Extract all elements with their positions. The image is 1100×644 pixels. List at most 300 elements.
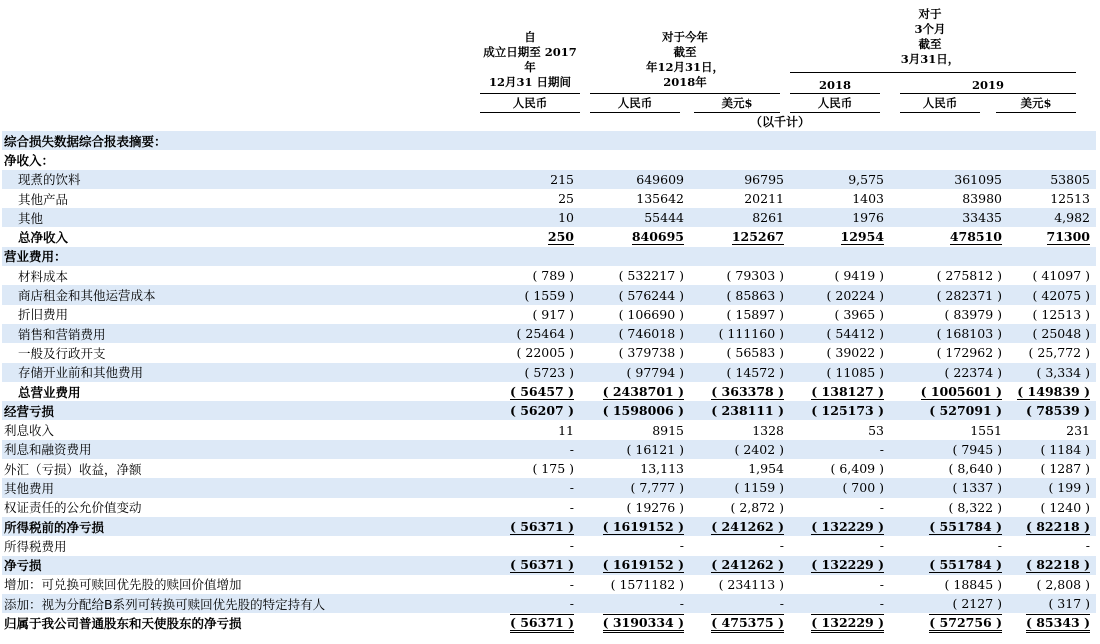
value-text: ( 532217 ) bbox=[618, 268, 684, 284]
header-rule bbox=[900, 93, 1076, 94]
header-line: 对于今年 bbox=[662, 30, 708, 44]
value-text: ( 56371 ) bbox=[510, 614, 574, 633]
cell-value bbox=[790, 227, 890, 246]
value-text: ( 19276 ) bbox=[626, 499, 684, 515]
value-text: ( 82218 ) bbox=[1025, 518, 1090, 534]
value-text: ( 282371 ) bbox=[936, 287, 1002, 303]
cell-value bbox=[580, 613, 690, 632]
cell-value bbox=[690, 131, 790, 150]
cell-value bbox=[790, 556, 890, 575]
value-text: ( 2438701 ) bbox=[602, 383, 684, 399]
value-text: ( 25464 ) bbox=[516, 326, 574, 342]
cell-value bbox=[690, 150, 790, 169]
cell-value bbox=[790, 266, 890, 285]
cell-value bbox=[890, 150, 1008, 169]
value-text: ( 168103 ) bbox=[936, 326, 1002, 342]
value-text: ( 12513 ) bbox=[1032, 306, 1090, 322]
cell-value bbox=[790, 324, 890, 343]
value-text: ( 79303 ) bbox=[726, 268, 784, 284]
cell-value bbox=[790, 498, 890, 517]
cell-value bbox=[580, 131, 690, 150]
cell-value bbox=[890, 613, 1008, 632]
cell-value bbox=[890, 556, 1008, 575]
value-text: 840695 bbox=[631, 229, 684, 245]
value-text: ( 2402 ) bbox=[734, 441, 784, 457]
cell-value bbox=[480, 363, 580, 382]
value-text: ( 11085 ) bbox=[826, 364, 884, 380]
value-text: 250 bbox=[547, 229, 574, 245]
value-text: ( 82218 ) bbox=[1025, 557, 1090, 573]
cell-value bbox=[790, 575, 890, 594]
value-text: ( 22005 ) bbox=[516, 345, 574, 361]
cell-value bbox=[1008, 324, 1096, 343]
value-text: - bbox=[879, 576, 884, 592]
header-line: 3月31日， bbox=[900, 52, 960, 66]
cell-value bbox=[480, 498, 580, 517]
table-row bbox=[2, 517, 1096, 536]
value-text: ( 138127 ) bbox=[811, 383, 884, 399]
value-text: ( 132229 ) bbox=[811, 614, 884, 633]
table-row bbox=[2, 324, 1096, 343]
value-text: ( 14572 ) bbox=[726, 364, 784, 380]
value-text: ( 3190334 ) bbox=[603, 614, 684, 633]
cell-value bbox=[790, 305, 890, 324]
value-text: ( 172962 ) bbox=[936, 345, 1002, 361]
value-text: ( 1337 ) bbox=[952, 480, 1002, 496]
value-text: ( 25,772 ) bbox=[1028, 345, 1090, 361]
cell-value bbox=[580, 382, 690, 401]
cell-value bbox=[1008, 575, 1096, 594]
cell-value bbox=[690, 170, 790, 189]
value-text: 96795 bbox=[744, 171, 784, 187]
currency-label: 人民币 bbox=[617, 96, 653, 110]
table-row bbox=[2, 536, 1096, 555]
value-text: 25 bbox=[558, 191, 574, 207]
header-rule bbox=[790, 72, 1076, 73]
value-text: 231 bbox=[1066, 422, 1090, 438]
value-text: 55444 bbox=[644, 210, 684, 226]
value-text: ( 41097 ) bbox=[1032, 268, 1090, 284]
value-text: ( 111160 ) bbox=[718, 326, 784, 342]
row-label: 增加：可兑换可赎回优先股的赎回价值增加 bbox=[4, 577, 242, 593]
value-text: 10 bbox=[558, 210, 574, 226]
currency-rule bbox=[590, 112, 680, 113]
cell-value bbox=[790, 594, 890, 613]
cell-value bbox=[1008, 305, 1096, 324]
table-row bbox=[2, 594, 1096, 613]
cell-value bbox=[890, 208, 1008, 227]
cell-value bbox=[1008, 285, 1096, 304]
value-text: ( 42075 ) bbox=[1032, 287, 1090, 303]
cell-value bbox=[690, 324, 790, 343]
cell-value bbox=[1008, 227, 1096, 246]
cell-value bbox=[690, 363, 790, 382]
cell-value bbox=[480, 536, 580, 555]
value-text: ( 363378 ) bbox=[711, 383, 784, 399]
table-row bbox=[2, 343, 1096, 362]
cell-value bbox=[1008, 208, 1096, 227]
table-row bbox=[2, 150, 1096, 169]
cell-value bbox=[480, 440, 580, 459]
value-text: - bbox=[569, 480, 574, 496]
value-text: ( 9419 ) bbox=[834, 268, 884, 284]
table-row bbox=[2, 363, 1096, 382]
value-text: ( 5723 ) bbox=[524, 364, 574, 380]
value-text: - bbox=[569, 441, 574, 457]
cell-value bbox=[790, 401, 890, 420]
value-text: ( 22374 ) bbox=[944, 364, 1002, 380]
cell-value bbox=[890, 189, 1008, 208]
cell-value bbox=[790, 170, 890, 189]
value-text: 9,575 bbox=[848, 171, 884, 187]
income-statement-table bbox=[2, 131, 1096, 633]
header-line: 成立日期至 2017 bbox=[483, 45, 577, 59]
cell-value bbox=[1008, 266, 1096, 285]
value-text: ( 1287 ) bbox=[1040, 461, 1090, 477]
value-text: 12954 bbox=[840, 229, 884, 245]
value-text: - bbox=[569, 596, 574, 612]
table-row bbox=[2, 613, 1096, 632]
cell-value bbox=[690, 266, 790, 285]
cell-value bbox=[1008, 594, 1096, 613]
value-text: 8261 bbox=[752, 210, 784, 226]
cell-value bbox=[690, 401, 790, 420]
cell-value bbox=[690, 517, 790, 536]
cell-value bbox=[690, 556, 790, 575]
cell-value bbox=[790, 440, 890, 459]
table-row bbox=[2, 556, 1096, 575]
table-row bbox=[2, 401, 1096, 420]
cell-value bbox=[1008, 343, 1096, 362]
currency-label: 美元$ bbox=[1020, 96, 1052, 110]
currency-label: 人民币 bbox=[922, 96, 958, 110]
value-text: ( 25048 ) bbox=[1032, 326, 1090, 342]
value-text: ( 18845 ) bbox=[944, 576, 1002, 592]
cell-value bbox=[790, 517, 890, 536]
value-text: 1,954 bbox=[748, 461, 784, 477]
value-text: ( 475375 ) bbox=[711, 614, 784, 633]
cell-value bbox=[890, 227, 1008, 246]
cell-value bbox=[690, 227, 790, 246]
value-text: ( 132229 ) bbox=[811, 557, 884, 573]
row-label: 销售和营销费用 bbox=[2, 324, 480, 343]
value-text: 361095 bbox=[954, 171, 1002, 187]
cell-value bbox=[480, 575, 580, 594]
value-text: ( 56583 ) bbox=[726, 345, 784, 361]
table-row bbox=[2, 459, 1096, 478]
cell-value bbox=[690, 420, 790, 439]
cell-value bbox=[790, 343, 890, 362]
cell-value bbox=[580, 575, 690, 594]
cell-value bbox=[890, 575, 1008, 594]
value-text: - bbox=[569, 538, 574, 554]
cell-value bbox=[1008, 420, 1096, 439]
cell-value bbox=[580, 170, 690, 189]
cell-value bbox=[890, 498, 1008, 517]
row-label: 权证责任的公允价值变动 bbox=[4, 500, 142, 516]
cell-value bbox=[690, 247, 790, 266]
table-row bbox=[2, 575, 1096, 594]
value-text: ( 789 ) bbox=[532, 268, 574, 284]
cell-value bbox=[790, 420, 890, 439]
cell-value bbox=[890, 247, 1008, 266]
row-label: 商店租金和其他运营成本 bbox=[2, 285, 480, 304]
header-line: 自 bbox=[524, 30, 536, 44]
currency-label: 人民币 bbox=[512, 96, 548, 110]
cell-value bbox=[580, 363, 690, 382]
currency-label: 美元$ bbox=[721, 96, 753, 110]
header-col-inception-2017 bbox=[470, 30, 590, 90]
value-text: ( 97794 ) bbox=[626, 364, 684, 380]
value-text: - bbox=[569, 576, 574, 592]
value-text: 1976 bbox=[852, 210, 884, 226]
value-text: - bbox=[997, 538, 1002, 554]
cell-value bbox=[1008, 556, 1096, 575]
value-text: - bbox=[879, 499, 884, 515]
value-text: - bbox=[1085, 538, 1090, 554]
table-row bbox=[2, 382, 1096, 401]
row-label: 外汇（亏损）收益，净额 bbox=[4, 461, 142, 477]
cell-value bbox=[580, 324, 690, 343]
value-text: ( 56207 ) bbox=[509, 403, 574, 419]
value-text: ( 1619152 ) bbox=[602, 518, 684, 534]
cell-value bbox=[480, 150, 580, 169]
value-text: ( 8,322 ) bbox=[948, 499, 1002, 515]
cell-value bbox=[480, 382, 580, 401]
row-label: 净收入： bbox=[4, 152, 55, 168]
cell-value bbox=[690, 343, 790, 362]
value-text: 71300 bbox=[1046, 229, 1090, 245]
row-label: 营业费用： bbox=[2, 247, 480, 266]
cell-value bbox=[690, 613, 790, 632]
cell-value bbox=[890, 536, 1008, 555]
value-text: - bbox=[879, 596, 884, 612]
table-row bbox=[2, 498, 1096, 517]
value-text: ( 576244 ) bbox=[618, 287, 684, 303]
cell-value bbox=[890, 382, 1008, 401]
value-text: 135642 bbox=[636, 191, 684, 207]
row-label: 所得税前的净亏损 bbox=[2, 517, 480, 536]
cell-value bbox=[890, 131, 1008, 150]
cell-value bbox=[1008, 517, 1096, 536]
value-text: ( 241262 ) bbox=[711, 557, 784, 573]
currency-rule bbox=[996, 112, 1076, 113]
value-text: ( 3965 ) bbox=[834, 306, 884, 322]
value-text: ( 7945 ) bbox=[952, 441, 1002, 457]
value-text: - bbox=[779, 596, 784, 612]
cell-value bbox=[1008, 150, 1096, 169]
row-label: 其他产品 bbox=[18, 191, 69, 207]
value-text: ( 1619152 ) bbox=[602, 557, 684, 573]
row-label: 现煮的饮料 bbox=[2, 170, 480, 189]
value-text: ( 83979 ) bbox=[944, 306, 1002, 322]
value-text: 20211 bbox=[744, 191, 784, 207]
value-text: ( 1571182 ) bbox=[610, 576, 684, 592]
table-row bbox=[2, 247, 1096, 266]
value-text: 83980 bbox=[962, 191, 1002, 207]
currency-rule bbox=[480, 112, 580, 113]
value-text: ( 572756 ) bbox=[929, 614, 1002, 633]
row-label: 所得税费用 bbox=[4, 538, 67, 554]
cell-value bbox=[580, 285, 690, 304]
cell-value bbox=[580, 189, 690, 208]
cell-value bbox=[690, 382, 790, 401]
cell-value bbox=[890, 478, 1008, 497]
row-label: 总净收入 bbox=[18, 230, 69, 246]
header-rule bbox=[790, 93, 880, 94]
header-line: 2018年 bbox=[663, 75, 707, 89]
value-text: ( 2,808 ) bbox=[1036, 576, 1090, 592]
value-text: ( 78539 ) bbox=[1025, 403, 1090, 419]
cell-value bbox=[580, 247, 690, 266]
table-row bbox=[2, 478, 1096, 497]
table-row bbox=[2, 305, 1096, 324]
value-text: ( 275812 ) bbox=[936, 268, 1002, 284]
header-rule bbox=[590, 93, 780, 94]
cell-value bbox=[890, 594, 1008, 613]
value-text: ( 2,872 ) bbox=[730, 499, 784, 515]
cell-value bbox=[480, 247, 580, 266]
table-row bbox=[2, 227, 1096, 246]
unit-note: （以千计） bbox=[749, 115, 810, 129]
value-text: ( 175 ) bbox=[532, 461, 574, 477]
cell-value bbox=[790, 382, 890, 401]
value-text: ( 2127 ) bbox=[952, 596, 1002, 612]
table-row bbox=[2, 266, 1096, 285]
cell-value bbox=[480, 189, 580, 208]
table-row bbox=[2, 189, 1096, 208]
cell-value bbox=[690, 478, 790, 497]
cell-value bbox=[690, 459, 790, 478]
value-text: ( 3,334 ) bbox=[1036, 364, 1090, 380]
cell-value bbox=[790, 536, 890, 555]
cell-value bbox=[480, 594, 580, 613]
cell-value bbox=[580, 266, 690, 285]
row-label: 存储开业前和其他费用 bbox=[2, 363, 480, 382]
value-text: ( 56371 ) bbox=[509, 557, 574, 573]
value-text: ( 551784 ) bbox=[929, 518, 1002, 534]
cell-value bbox=[1008, 189, 1096, 208]
value-text: ( 85863 ) bbox=[726, 287, 784, 303]
row-label: 添加：视为分配给B系列可转换可赎回优先股的特定持有人 bbox=[2, 594, 480, 613]
cell-value bbox=[580, 227, 690, 246]
row-label: 其他费用 bbox=[2, 478, 480, 497]
value-text: ( 238111 ) bbox=[711, 403, 784, 419]
cell-value bbox=[480, 227, 580, 246]
cell-value bbox=[690, 498, 790, 517]
value-text: ( 6,409 ) bbox=[830, 461, 884, 477]
value-text: 649609 bbox=[636, 171, 684, 187]
cell-value bbox=[890, 324, 1008, 343]
cell-value bbox=[1008, 478, 1096, 497]
value-text: 53805 bbox=[1050, 171, 1090, 187]
row-label: 材料成本 bbox=[18, 268, 69, 284]
value-text: ( 54412 ) bbox=[826, 326, 884, 342]
cell-value bbox=[480, 556, 580, 575]
cell-value bbox=[580, 401, 690, 420]
row-label: 归属于我公司普通股东和天使股东的净亏损 bbox=[4, 616, 242, 632]
row-label: 折旧费用 bbox=[18, 307, 69, 323]
cell-value bbox=[890, 285, 1008, 304]
cell-value bbox=[580, 420, 690, 439]
value-text: ( 125173 ) bbox=[811, 403, 884, 419]
value-text: 1551 bbox=[970, 422, 1002, 438]
cell-value bbox=[890, 343, 1008, 362]
row-label: 利息和融资费用 bbox=[2, 440, 480, 459]
cell-value bbox=[690, 440, 790, 459]
value-text: ( 234113 ) bbox=[718, 576, 784, 592]
value-text: ( 551784 ) bbox=[929, 557, 1002, 573]
cell-value bbox=[790, 208, 890, 227]
cell-value bbox=[790, 247, 890, 266]
value-text: 12513 bbox=[1050, 191, 1090, 207]
table-row bbox=[2, 440, 1096, 459]
cell-value bbox=[580, 536, 690, 555]
cell-value bbox=[890, 517, 1008, 536]
header-line: 截至 bbox=[918, 37, 942, 51]
cell-value bbox=[480, 401, 580, 420]
value-text: 4,982 bbox=[1054, 210, 1090, 226]
cell-value bbox=[480, 324, 580, 343]
header-line: 截至 bbox=[673, 45, 697, 59]
cell-value bbox=[480, 285, 580, 304]
value-text: 8915 bbox=[652, 422, 684, 438]
cell-value bbox=[1008, 613, 1096, 632]
cell-value bbox=[690, 208, 790, 227]
value-text: ( 746018 ) bbox=[618, 326, 684, 342]
cell-value bbox=[1008, 382, 1096, 401]
cell-value bbox=[690, 536, 790, 555]
row-label: 一般及行政开支 bbox=[18, 345, 106, 361]
cell-value bbox=[1008, 440, 1096, 459]
cell-value bbox=[580, 517, 690, 536]
value-text: ( 1598006 ) bbox=[602, 403, 684, 419]
value-text: 53 bbox=[868, 422, 884, 438]
cell-value bbox=[890, 401, 1008, 420]
table-row bbox=[2, 131, 1096, 150]
cell-value bbox=[1008, 363, 1096, 382]
cell-value bbox=[1008, 401, 1096, 420]
table-body bbox=[2, 131, 1096, 633]
cell-value bbox=[1008, 131, 1096, 150]
cell-value bbox=[790, 613, 890, 632]
value-text: ( 20224 ) bbox=[826, 287, 884, 303]
value-text: ( 700 ) bbox=[842, 480, 884, 496]
value-text: 215 bbox=[550, 171, 574, 187]
cell-value bbox=[480, 420, 580, 439]
value-text: - bbox=[679, 538, 684, 554]
value-text: ( 317 ) bbox=[1048, 596, 1090, 612]
value-text: ( 1005601 ) bbox=[920, 383, 1002, 399]
cell-value bbox=[1008, 498, 1096, 517]
cell-value bbox=[580, 208, 690, 227]
cell-value bbox=[580, 343, 690, 362]
value-text: ( 16121 ) bbox=[626, 441, 684, 457]
header-year-2019: 2019 bbox=[971, 78, 1004, 92]
value-text: ( 56371 ) bbox=[509, 518, 574, 534]
cell-value bbox=[480, 517, 580, 536]
value-text: ( 15897 ) bbox=[726, 306, 784, 322]
value-text: ( 199 ) bbox=[1048, 480, 1090, 496]
row-label: 其他 bbox=[2, 208, 480, 227]
cell-value bbox=[690, 285, 790, 304]
cell-value bbox=[890, 170, 1008, 189]
cell-value bbox=[890, 305, 1008, 324]
value-text: ( 241262 ) bbox=[711, 518, 784, 534]
value-text: 1403 bbox=[852, 191, 884, 207]
cell-value bbox=[480, 170, 580, 189]
header-line: 12月31 日期间 bbox=[488, 75, 571, 89]
